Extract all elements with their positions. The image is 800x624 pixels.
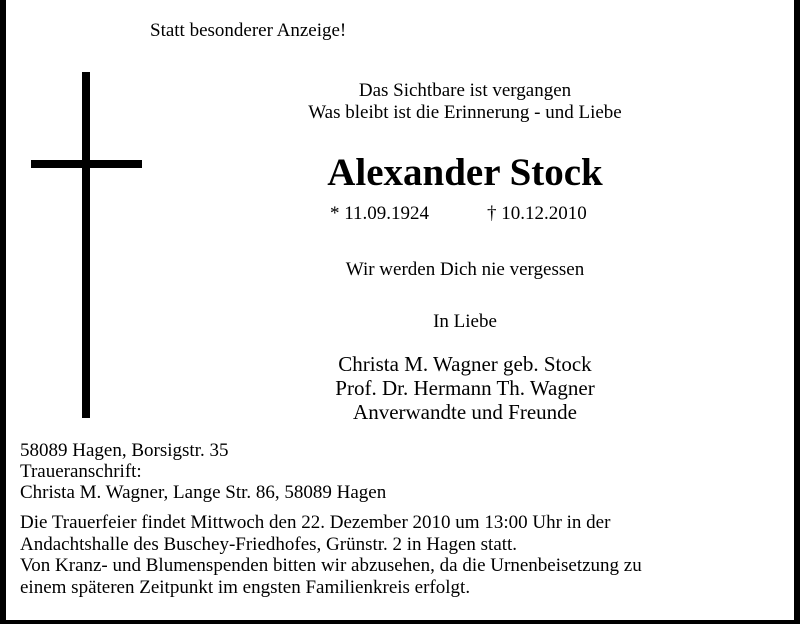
service-line: Die Trauerfeier findet Mittwoch den 22. Dezember 2010 um 13:00 Uhr in der bbox=[20, 512, 611, 533]
obituary-notice bbox=[6, 0, 794, 620]
birth-date: * 11.09.1924 bbox=[330, 203, 430, 224]
in-love-line: In Liebe bbox=[433, 311, 497, 332]
mourner-entry: Prof. Dr. Hermann Th. Wagner bbox=[335, 376, 595, 400]
mourner-entry: Anverwandte und Freunde bbox=[353, 400, 577, 424]
cross-horizontal-bar bbox=[31, 160, 142, 168]
cross-vertical-bar bbox=[82, 72, 90, 418]
service-info bbox=[20, 512, 642, 598]
address-line: Traueranschrift: bbox=[20, 461, 142, 482]
mourner-entry: Christa M. Wagner geb. Stock bbox=[338, 352, 592, 376]
service-line: Andachtshalle des Buschey-Friedhofes, Grünstr. 2 in Hagen statt. bbox=[20, 533, 518, 555]
farewell-line: Wir werden Dich nie vergessen bbox=[345, 259, 585, 280]
death-date: † 10.12.2010 bbox=[487, 203, 587, 224]
address-line: 58089 Hagen, Borsigstr. 35 bbox=[20, 440, 229, 461]
notice-header: Statt besonderer Anzeige! bbox=[150, 20, 347, 41]
address-line: Christa M. Wagner, Lange Str. 86, 58089 Hagen bbox=[20, 482, 387, 503]
quote-line: Was bleibt ist die Erinnerung - und Liebe bbox=[308, 102, 622, 123]
deceased-name: Alexander Stock bbox=[327, 151, 603, 194]
service-line: einem späteren Zeitpunkt im engsten Familienkreis erfolgt. bbox=[20, 576, 471, 598]
memorial-quote bbox=[256, 80, 674, 124]
service-line: Von Kranz- und Blumenspenden bitten wir abzusehen, da die Urnenbeisetzung zu bbox=[20, 555, 642, 576]
quote-line: Das Sichtbare ist vergangen bbox=[358, 80, 572, 101]
mourners-list bbox=[256, 352, 674, 424]
address-block bbox=[20, 440, 386, 503]
